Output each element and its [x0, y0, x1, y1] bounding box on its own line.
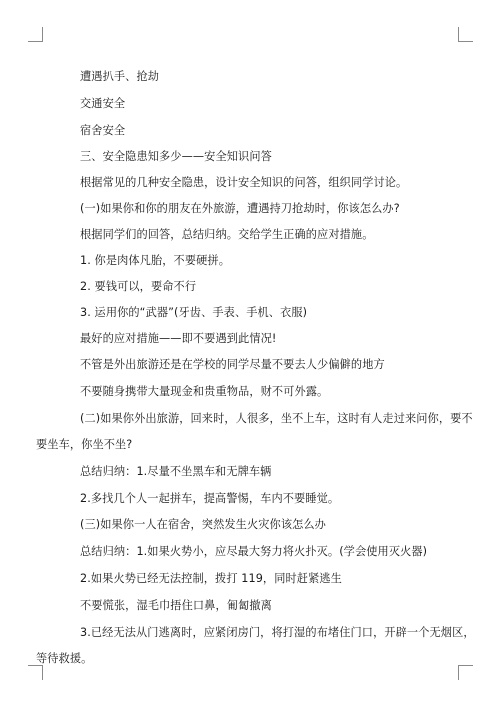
text-line: 3.已经无法从门逃离时，应紧闭房门，将打湿的布堵住门口，开辟一个无烟区，: [80, 626, 475, 639]
text-line: 不要慌张，湿毛巾捂住口鼻，匍匐撤离: [80, 599, 272, 612]
crop-mark-top-left: [28, 27, 43, 42]
text-line: 交通安全: [80, 97, 126, 110]
question-line: (三)如果你一人在宿舍，突然发生火灾你该怎么办: [80, 518, 326, 531]
text-line: 总结归纳：1.尽量不坐黑车和无牌车辆: [80, 465, 272, 478]
text-line: 宿舍安全: [80, 124, 126, 137]
question-line: (一)如果你和你的朋友在外旅游，遭遇持刀抢劫时，你该怎么办?: [80, 202, 400, 215]
crop-mark-top-right: [458, 27, 473, 42]
list-item: 2. 要钱可以，要命不行: [80, 280, 197, 293]
text-line: 不管是外出旅游还是在学校的同学尽量不要去人少偏僻的地方: [80, 358, 385, 371]
text-line: 不要随身携带大量现金和贵重物品，财不可外露。: [80, 385, 329, 398]
list-item: 1. 你是肉体凡胎，不要硬拼。: [80, 254, 230, 267]
text-line: 根据同学们的回答，总结归纳。交给学生正确的应对措施。: [80, 228, 374, 241]
question-line-continued: 要坐车，你坐不坐?: [36, 438, 133, 451]
question-line: (二)如果你外出旅游，回来时，人很多，坐不上车，这时有人走过来问你，要不: [80, 412, 473, 425]
text-line: 2.多找几个人一起拼车，提高警惕，车内不要睡觉。: [80, 492, 340, 505]
section-heading: 三、安全隐患知多少——安全知识问答: [80, 150, 272, 163]
list-item: 3. 运用你的“武器”(牙齿、手表、手机、衣服): [80, 306, 308, 319]
text-line: 2.如果火势已经无法控制，拨打 119，同时赶紧逃生: [80, 572, 342, 585]
text-line: 总结归纳：1.如果火势小，应尽最大努力将火扑灭。(学会使用灭火器): [80, 545, 428, 558]
text-line: 根据常见的几种安全隐患，设计安全知识的问答，组织同学讨论。: [80, 176, 408, 189]
text-line-continued: 等待救援。: [36, 652, 93, 665]
crop-mark-bottom-right: [458, 665, 473, 680]
crop-mark-bottom-left: [28, 665, 43, 680]
text-line: 遭遇扒手、抢劫: [80, 70, 160, 83]
text-line: 最好的应对措施——即不要遇到此情况!: [80, 332, 277, 345]
